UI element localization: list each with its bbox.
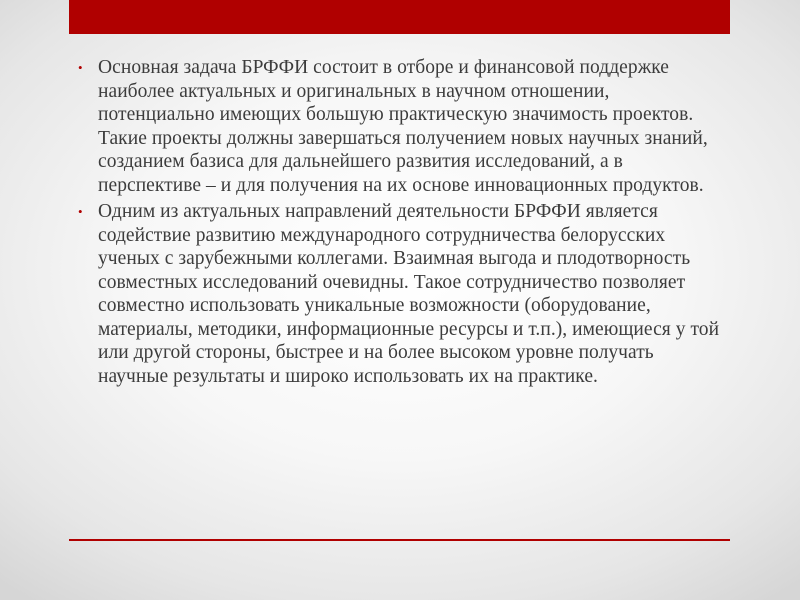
- bullet-icon: •: [78, 60, 83, 75]
- bullet-icon: •: [78, 204, 83, 219]
- bullet-text-2: Одним из актуальных направлений деятельности БРФФИ является содействие развитию международного сотрудничества белорусских ученых с зарубежными коллегами. Взаимная выгода и плодотворность совместных исследований очевидны. Такое сотрудничество позволяет совместно использовать уникальные возможности (оборудование, материалы, методики, информационные ресурсы и т.п.), имеющиеся у той или другой стороны, быстрее и на более высоком уровне получать научные результаты и широко использовать их на практике.: [98, 201, 720, 387]
- bullet-list: [78, 56, 728, 388]
- slide-content: [78, 56, 728, 391]
- bullet-item-2: [78, 200, 728, 388]
- bullet-text-1: Основная задача БРФФИ состоит в отборе и финансовой поддержке наиболее актуальных и оригинальных в научном отношении, потенциально имеющих большую практическую значимость проектов. Такие проекты должны завершаться получением новых научных знаний, созданием базиса для дальнейшего развития исследований, а в перспективе – и для получения на их основе инновационных продуктов.: [98, 57, 708, 196]
- top-accent-bar: [69, 0, 730, 34]
- bottom-accent-rule: [69, 539, 730, 541]
- bullet-item-1: [78, 56, 728, 197]
